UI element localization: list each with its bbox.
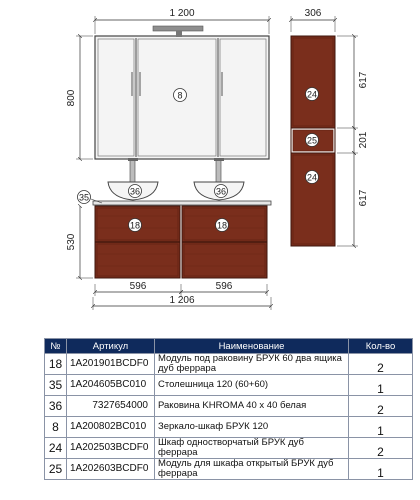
dimension-tall-width: [291, 8, 335, 32]
callout-tall-lower: [306, 171, 319, 184]
row-qty: 1: [349, 375, 413, 396]
row-name: Зеркало-шкаф БРУК 120: [155, 417, 349, 438]
row-name: Модуль для шкафа открытый БРУК дуб феррара: [155, 459, 349, 480]
vanity-module-right: [182, 206, 267, 278]
faucet-left: [128, 158, 138, 182]
callout-basin-left: [129, 185, 142, 198]
svg-text:617: 617: [358, 71, 369, 89]
row-article: 7327654000: [67, 396, 155, 417]
table-row: [45, 438, 413, 459]
header-name: Наименование: [155, 339, 349, 354]
row-num: 18: [45, 354, 67, 375]
mirror-lamp: [153, 26, 203, 37]
row-num: 8: [45, 417, 67, 438]
svg-text:306: 306: [304, 8, 322, 19]
row-qty: 1: [349, 417, 413, 438]
header-article: Артикул: [67, 339, 155, 354]
callout-basin-right: [215, 185, 228, 198]
header-num: №: [45, 339, 67, 354]
row-article: 1A201901BCDF0: [67, 354, 155, 375]
svg-text:35: 35: [78, 192, 90, 203]
svg-text:24: 24: [306, 89, 318, 100]
row-name: Столешница 120 (60+60): [155, 375, 349, 396]
callout-mirror: [174, 89, 187, 102]
row-qty: 2: [349, 354, 413, 375]
table-row: [45, 375, 413, 396]
header-qty: Кол-во: [349, 339, 413, 354]
callout-tall-middle: [306, 134, 319, 147]
callout-module-right: [216, 219, 229, 232]
table-row: [45, 396, 413, 417]
svg-text:36: 36: [129, 186, 141, 197]
svg-text:617: 617: [358, 189, 369, 207]
faucet-right: [214, 158, 224, 182]
vanity-module-left: [95, 206, 180, 278]
svg-text:18: 18: [216, 220, 228, 231]
svg-text:1 206: 1 206: [169, 295, 195, 306]
row-article: 1A200802BC010: [67, 417, 155, 438]
row-article: 1A202603BCDF0: [67, 459, 155, 480]
row-qty: 2: [349, 396, 413, 417]
table-row: [45, 417, 413, 438]
svg-text:201: 201: [358, 131, 369, 149]
row-num: 35: [45, 375, 67, 396]
svg-text:8: 8: [177, 90, 183, 101]
dimension-tall-heights: [337, 36, 369, 246]
svg-text:800: 800: [66, 89, 77, 107]
row-qty: 1: [349, 459, 413, 480]
row-num: 24: [45, 438, 67, 459]
row-article: 1A202503BCDF0: [67, 438, 155, 459]
row-name: Модуль под раковину БРУК 60 два ящика дуб феррара: [155, 354, 349, 375]
svg-text:596: 596: [129, 281, 147, 292]
callout-countertop: [78, 191, 103, 204]
row-name: Шкаф одностворчатый БРУК дуб феррара: [155, 438, 349, 459]
specification-table: [44, 338, 413, 480]
row-num: 25: [45, 459, 67, 480]
dimension-vanity-total-width: [93, 295, 271, 310]
svg-text:24: 24: [306, 172, 318, 183]
dimension-mirror-height: [66, 36, 93, 159]
table-row: [45, 354, 413, 375]
dimension-module-widths: [95, 281, 267, 296]
svg-text:530: 530: [66, 233, 77, 251]
svg-text:18: 18: [129, 220, 141, 231]
callout-tall-upper: [306, 88, 319, 101]
row-article: 1A204605BC010: [67, 375, 155, 396]
countertop: [93, 201, 271, 205]
svg-text:36: 36: [215, 186, 227, 197]
table-header-row: [45, 339, 413, 354]
dimension-vanity-height: [66, 206, 93, 278]
callout-module-left: [129, 219, 142, 232]
svg-text:25: 25: [306, 135, 318, 146]
table-row: [45, 459, 413, 480]
row-name: Раковина KHROMA 40 х 40 белая: [155, 396, 349, 417]
row-num: 36: [45, 396, 67, 417]
svg-text:596: 596: [215, 281, 233, 292]
svg-text:1 200: 1 200: [169, 8, 195, 19]
row-qty: 2: [349, 438, 413, 459]
